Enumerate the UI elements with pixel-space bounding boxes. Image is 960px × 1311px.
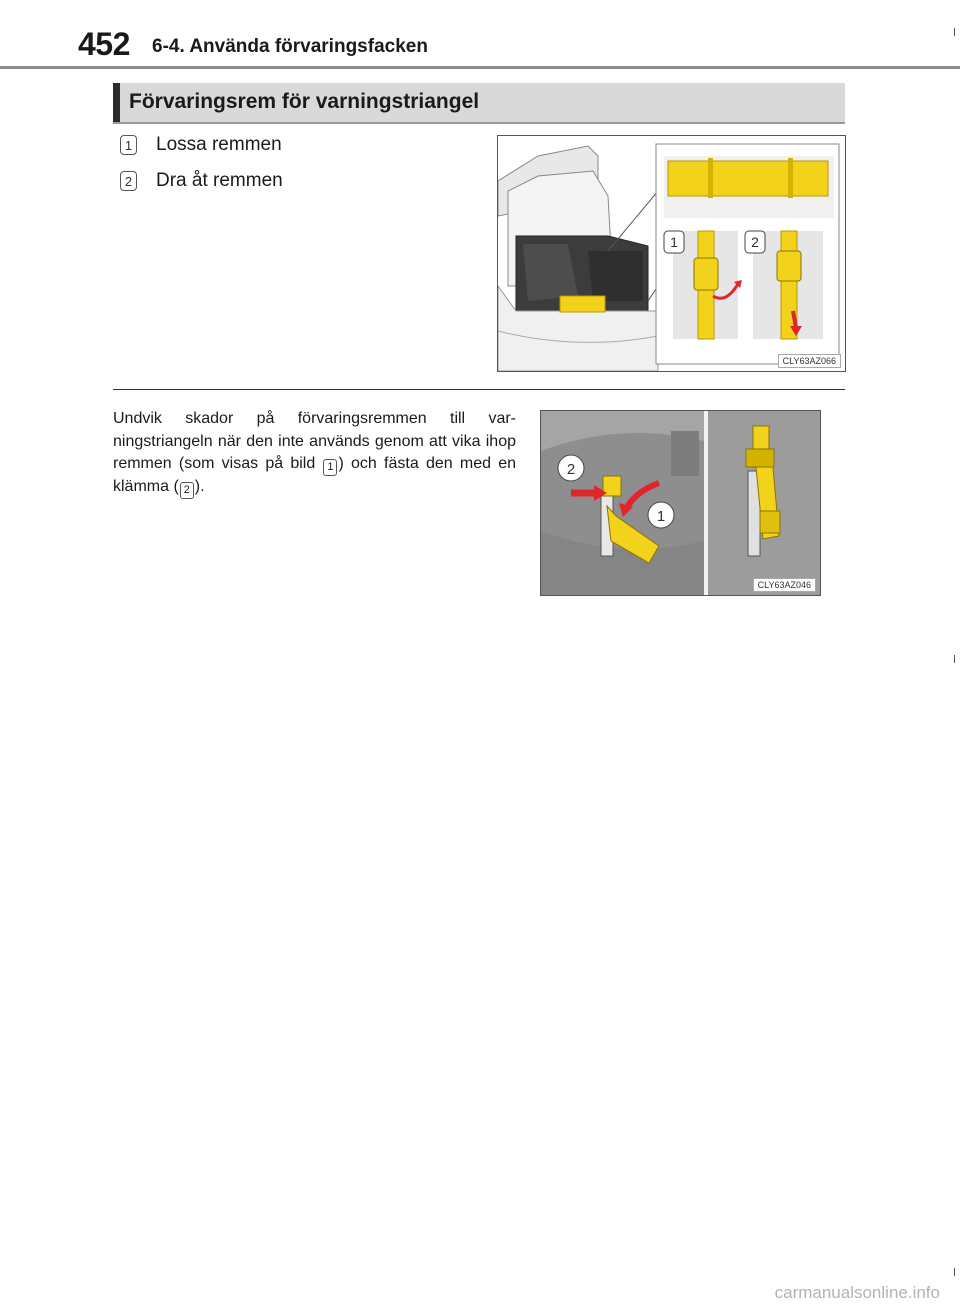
callout-2: 2	[751, 234, 759, 250]
step-number-icon: 2	[120, 171, 137, 191]
heading-title: Förvaringsrem för varningstriangel	[129, 90, 480, 113]
heading-accent-bar	[113, 83, 120, 122]
crop-mark	[954, 655, 955, 663]
crop-mark	[954, 28, 955, 36]
inline-number-icon: 1	[323, 459, 337, 476]
step-1	[120, 134, 282, 156]
figure-code: CLY63AZ066	[778, 354, 841, 368]
crop-mark	[954, 1268, 955, 1276]
trunk-illustration	[498, 136, 845, 371]
inline-number-icon: 2	[180, 482, 194, 499]
section-title: 6-4. Använda förvaringsfacken	[152, 36, 428, 57]
figure-strap-fold	[540, 410, 821, 596]
step-label: Dra åt remmen	[156, 170, 283, 191]
callout-1: 1	[656, 508, 666, 525]
paragraph-text: ) och fästa den med en klämma (	[113, 455, 517, 495]
paragraph-text: Undvik skador på förvaringsremmen till var-ningstriangeln när den inte används genom att vika ihop remmen (som visas på bild	[113, 410, 516, 472]
figure-code: CLY63AZ046	[753, 578, 816, 592]
callout-2: 2	[566, 461, 576, 478]
step-number-icon: 1	[120, 135, 137, 155]
instruction-paragraph	[113, 408, 516, 499]
paragraph-text: ).	[194, 477, 205, 495]
watermark: carmanualsonline.info	[774, 1283, 940, 1302]
callout-1: 1	[670, 234, 678, 250]
step-2	[120, 170, 283, 192]
section-divider	[113, 389, 845, 390]
page-number: 452	[78, 26, 130, 62]
strap-fold-illustration	[541, 411, 820, 595]
header-rule	[0, 66, 960, 69]
figure-trunk-strap	[497, 135, 846, 372]
step-label: Lossa remmen	[156, 134, 282, 155]
section-heading	[113, 83, 845, 124]
